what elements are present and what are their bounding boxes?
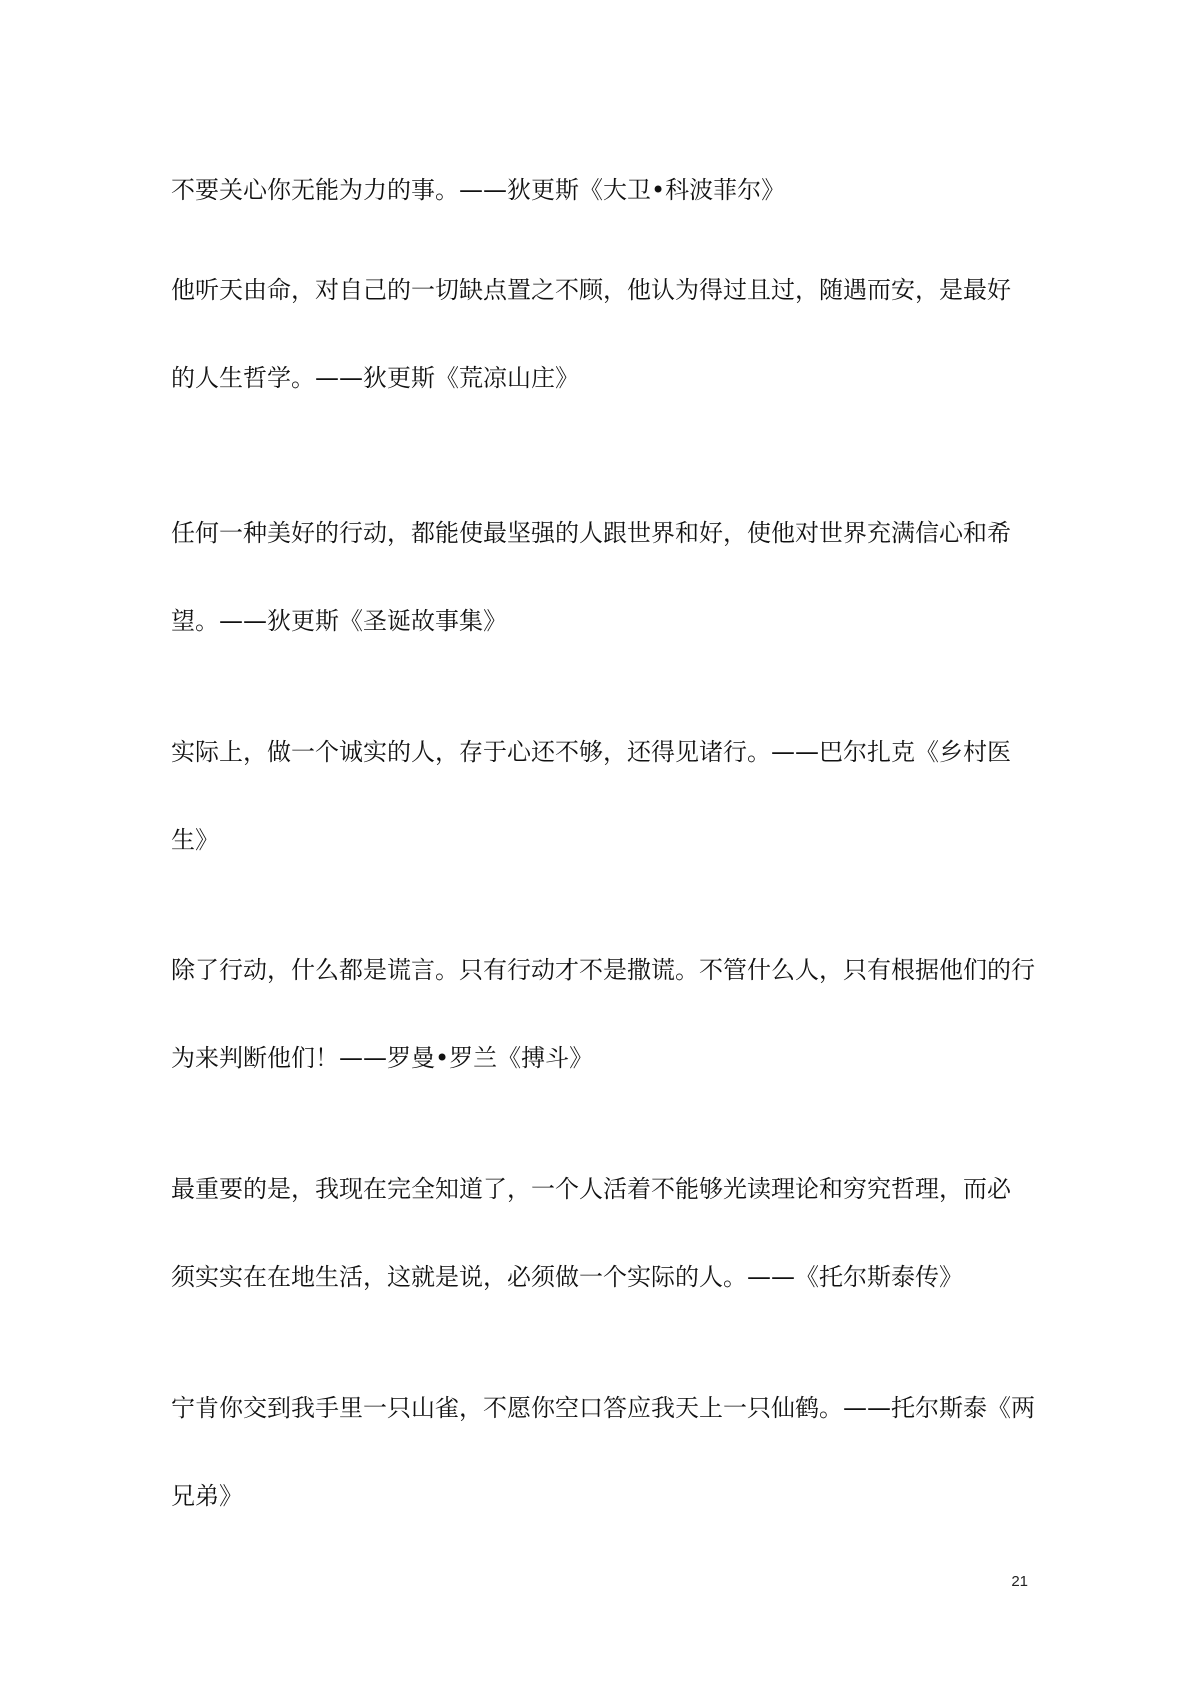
text-line: 除了行动，什么都是谎言。只有行动才不是撒谎。不管什么人，只有根据他们的行 [171,956,1035,984]
text-line: 生》 [171,826,219,854]
text-line: 宁肯你交到我手里一只山雀，不愿你空口答应我天上一只仙鹤。——托尔斯泰《两 [171,1394,1035,1422]
text-line: 不要关心你无能为力的事。——狄更斯《大卫•科波菲尔》 [171,176,786,204]
text-line: 望。——狄更斯《圣诞故事集》 [171,607,507,635]
page-number: 21 [1011,1573,1028,1590]
text-line: 他听天由命，对自己的一切缺点置之不顾，他认为得过且过，随遇而安，是最好 [171,276,1011,304]
text-line: 为来判断他们！——罗曼•罗兰《搏斗》 [171,1044,594,1072]
text-line: 实际上，做一个诚实的人，存于心还不够，还得见诸行。——巴尔扎克《乡村医 [171,738,1011,766]
text-line: 任何一种美好的行动，都能使最坚强的人跟世界和好，使他对世界充满信心和希 [171,519,1011,547]
text-line: 最重要的是，我现在完全知道了，一个人活着不能够光读理论和穷究哲理，而必 [171,1175,1011,1203]
text-line: 须实实在在地生活，这就是说，必须做一个实际的人。——《托尔斯泰传》 [171,1263,963,1291]
text-line: 的人生哲学。——狄更斯《荒凉山庄》 [171,364,579,392]
text-line: 兄弟》 [171,1482,243,1510]
